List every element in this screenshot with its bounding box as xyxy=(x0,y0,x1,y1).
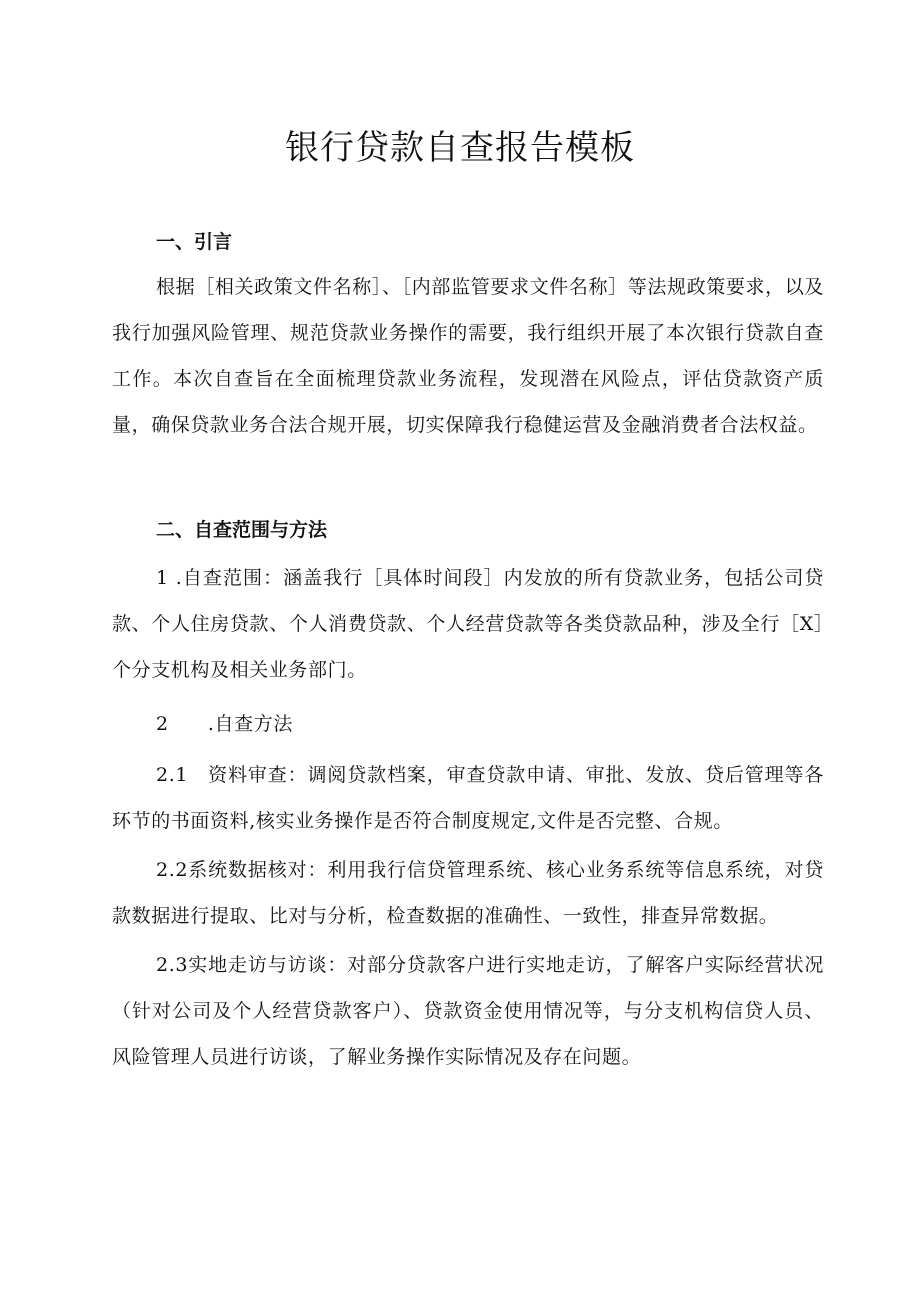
document-title: 银行贷款自查报告模板 xyxy=(285,128,635,168)
method-2-2-paragraph: 2.2系统数据核对：利用我行信贷管理系统、核心业务系统等信息系统，对贷款数据进行提取、比对与分析，检查数据的准确性、一致性，排查异常数据。 xyxy=(112,859,824,927)
section-heading-intro: 一、引言 xyxy=(156,231,233,253)
section-heading-scope-method: 二、自查范围与方法 xyxy=(156,519,328,541)
scope-paragraph: 1 .自查范围：涵盖我行［具体时间段］内发放的所有贷款业务，包括公司贷款、个人住房贷款、个人消费贷款、个人经营贷款等各类贷款品种，涉及全行［X］个分支机构及相关业务部门。 xyxy=(112,567,824,681)
method-2-1-paragraph: 2.1 资料审查：调阅贷款档案，审查贷款申请、审批、发放、贷后管理等各环节的书面资料,核实业务操作是否符合制度规定,文件是否完整、合规。 xyxy=(112,764,824,832)
intro-paragraph: 根据［相关政策文件名称］、［内部监管要求文件名称］等法规政策要求，以及我行加强风险管理、规范贷款业务操作的需要，我行组织开展了本次银行贷款自查工作。本次自查旨在全面梳理贷款业务流程，发现潜在风险点，评估贷款资产质量，确保贷款业务合法合规开展，切实保障我行稳健运营及金融消费者合法权益。 xyxy=(112,276,824,436)
method-heading: 2 .自查方法 xyxy=(156,713,293,735)
method-2-3-paragraph: 2.3实地走访与访谈：对部分贷款客户进行实地走访，了解客户实际经营状况（针对公司及个人经营贷款客户）、贷款资金使用情况等，与分支机构信贷人员、风险管理人员进行访谈，了解业务操作实际情况及存在问题。 xyxy=(112,954,824,1068)
